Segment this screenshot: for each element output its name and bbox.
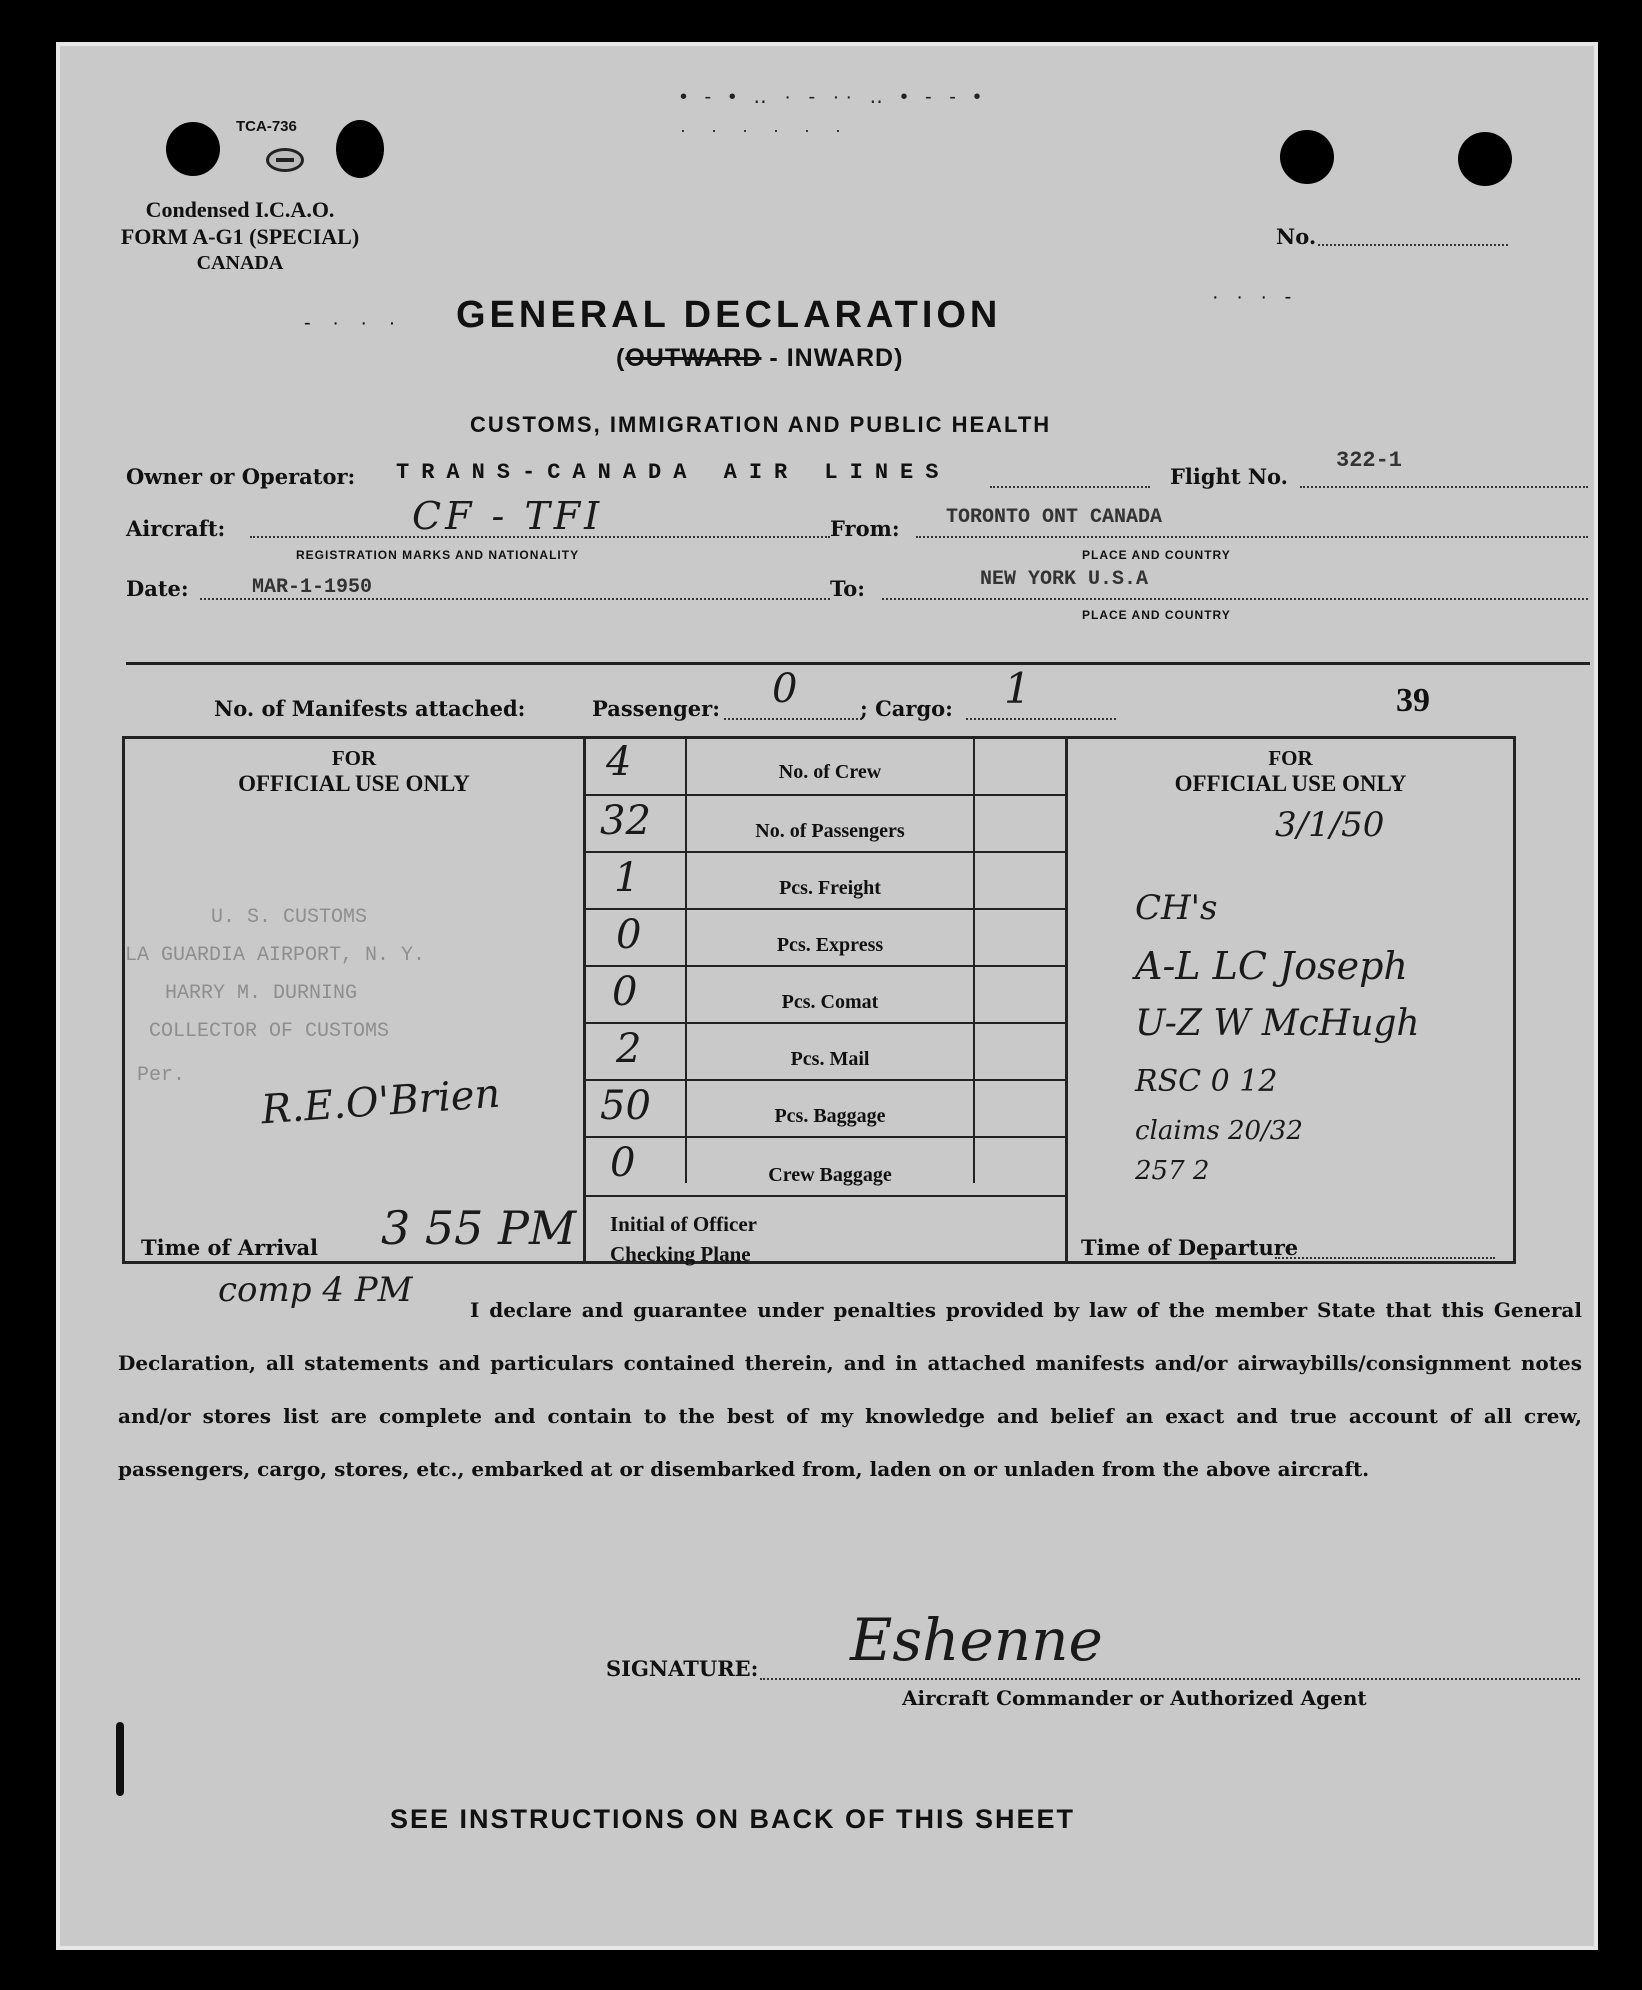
passenger-label: Passenger: [592,696,720,721]
no-label: No. [1276,224,1317,249]
flight-value: 322-1 [1336,448,1403,473]
declaration-body: I declare and guarantee under penalties provided by law of the member State that this General Declaration, all statements and particulars contained therein, and in attached manifests and/or airwaybills/consignment notes and/or stores list are complete and contain to the best of my knowledge and belief an exact and true account of all crew, passengers, cargo, stores, etc., embarked at or disembarked from, laden on or unladen from the above aircraft. [118,1298,1582,1481]
passenger-field [724,718,862,720]
separator-line [126,662,1590,665]
stamp-line-5: Per. [137,1064,186,1087]
form-header [120,196,360,277]
form-header-line3: CANADA [196,252,284,274]
item-rows [586,739,1065,1273]
ink-specks: · · · · · · [680,120,851,140]
initial-label-1: Initial of Officer [610,1212,757,1236]
item-count: 50 [600,1083,651,1129]
footer-instructions: SEE INSTRUCTIONS ON BACK OF THIS SHEET [390,1804,1076,1834]
flight-label: Flight No. [1170,464,1288,489]
cargo-label: ; Cargo: [860,696,953,721]
item-label: Crew Baggage [768,1164,892,1186]
declaration-sheet [56,42,1598,1950]
stamp-line-2: LA GUARDIA AIRPORT, N. Y. [125,944,426,967]
customs-stamp [125,899,555,1095]
item-count: 32 [600,798,651,844]
note-line: CH's [1135,888,1218,928]
from-place-caption: PLACE AND COUNTRY [1082,548,1231,562]
clearance-date: 3/1/50 [1275,805,1385,845]
note-line: claims 20/32 [1135,1116,1303,1146]
flight-field [1300,486,1588,488]
stamp-line-1: U. S. CUSTOMS [211,906,368,929]
signature-field [760,1678,1580,1680]
officer-signature: R.E.O'Brien [259,1070,502,1134]
form-header-line2: FORM A-G1 (SPECIAL) [120,224,360,249]
item-count: 1 [614,855,640,901]
item-label: Pcs. Comat [781,991,879,1013]
punch-hole [1458,132,1512,186]
note-line: 257 2 [1135,1156,1210,1186]
title-specks: · · · ‑ [1212,286,1298,308]
passenger-manifests-value: 0 [772,666,798,712]
margin-mark [116,1722,124,1796]
item-row [586,796,1065,853]
left-official-heading [125,745,583,797]
item-row [586,1081,1065,1138]
punch-hole [336,120,384,178]
item-count: 0 [610,1140,636,1186]
item-label: No. of Passengers [755,820,905,842]
arrival-time-label: Time of Arrival [141,1235,319,1260]
date-field [200,598,830,600]
date-value: MAR-1-1950 [252,576,373,599]
from-label: From: [830,516,900,541]
item-row [586,739,1065,796]
item-count: 2 [616,1026,642,1072]
initial-of-officer [586,1197,1065,1273]
item-label: Pcs. Freight [779,877,881,899]
right-heading-for: FOR [1268,746,1313,770]
manifests-label: No. of Manifests attached: [214,696,526,721]
item-row [586,1024,1065,1081]
signature-caption: Aircraft Commander or Authorized Agent [902,1686,1367,1710]
item-label: Pcs. Mail [790,1048,870,1070]
right-heading-official: OFFICIAL USE ONLY [1174,771,1407,796]
to-value: NEW YORK U.S.A [980,568,1149,591]
note-line: U-Z W McHugh [1135,1003,1420,1044]
note-line: A-L LC Joseph [1135,944,1408,988]
signature-label: SIGNATURE: [606,1656,759,1681]
aircraft-field [250,536,830,538]
page-title: GENERAL DECLARATION [456,294,1002,336]
manifest-number: 39 [1396,682,1430,719]
title-specks: - · · · [304,312,404,334]
right-official-heading [1068,745,1513,797]
item-row [586,853,1065,910]
punch-hole [1280,130,1334,184]
from-field [916,536,1588,538]
arrival-time-value: 3 55 PM [381,1201,577,1255]
no-field [1318,244,1508,246]
aircraft-label: Aircraft: [126,516,226,541]
form-id: TCA-736 [236,118,297,135]
left-heading-for: FOR [331,746,377,770]
from-value: TORONTO ONT CANADA [946,506,1163,529]
commander-signature: Eshenne [850,1606,1103,1674]
page-subtitle [616,344,903,373]
left-heading-official: OFFICIAL USE ONLY [238,771,470,796]
table-divider [1065,739,1068,1261]
completion-note: comp 4 PM [218,1270,413,1310]
declaration-text [118,1284,1582,1496]
to-field [882,598,1588,600]
subtitle-suffix: - INWARD) [761,344,904,372]
note-line: RSC 0 12 [1135,1064,1278,1099]
owner-value: TRANS-CANADA AIR LINES [396,460,951,485]
departure-time-field [1275,1257,1495,1259]
owner-label: Owner or Operator: [126,464,356,489]
aircraft-value: CF - TFI [412,494,604,538]
stamp-line-4: COLLECTOR OF CUSTOMS [149,1020,390,1043]
departure-time-label: Time of Departure [1081,1235,1299,1260]
ink-specks: • ‑ • ‥ · ‑ ·· ‥ • ‑ ‑ • [680,86,987,108]
item-count: 4 [606,739,632,785]
subtitle-prefix: ( [616,344,626,372]
airline-logo-icon [266,148,304,172]
item-label: No. of Crew [778,761,882,783]
item-row [586,967,1065,1024]
stamp-line-3: HARRY M. DURNING [165,982,358,1005]
item-count: 0 [612,969,638,1015]
cargo-field [966,718,1116,720]
aircraft-caption: REGISTRATION MARKS AND NATIONALITY [296,548,580,562]
section-heading: CUSTOMS, IMMIGRATION AND PUBLIC HEALTH [470,412,1052,437]
item-label: Pcs. Express [776,934,884,956]
date-label: Date: [126,576,189,601]
official-table [122,736,1516,1264]
cargo-manifests-value: 1 [1004,664,1031,713]
to-label: To: [830,576,865,601]
owner-field [990,486,1150,488]
item-label: Pcs. Baggage [774,1105,886,1127]
punch-hole [166,122,220,176]
right-notes [1135,879,1515,1191]
item-row [586,910,1065,967]
item-count: 0 [616,912,642,958]
item-row [586,1138,1065,1197]
form-header-line1: Condensed I.C.A.O. [145,197,335,222]
initial-label-2: Checking Plane [610,1242,751,1266]
subtitle-struck: OUTWARD [625,344,762,372]
to-place-caption: PLACE AND COUNTRY [1082,608,1231,622]
